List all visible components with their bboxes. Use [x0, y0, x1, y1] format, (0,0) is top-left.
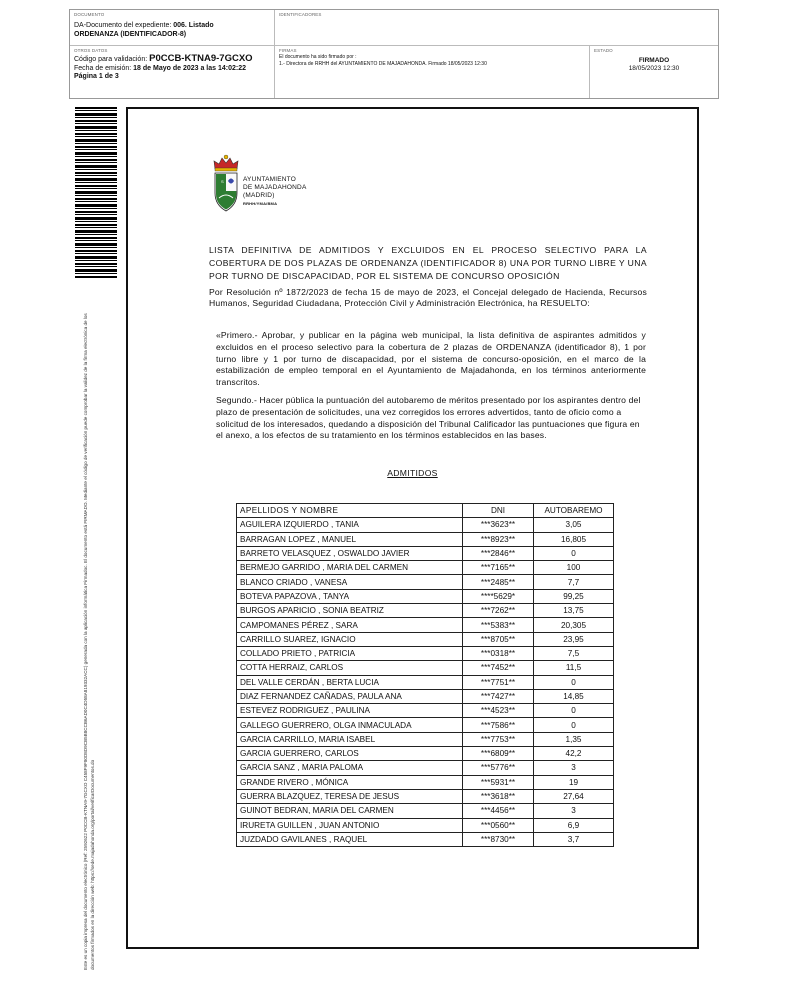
cell-dni: ***5776** [463, 761, 534, 775]
svg-text:S: S [221, 179, 224, 184]
firmas-label: FIRMAS [279, 48, 297, 53]
cell-autobaremo: 0 [534, 704, 614, 718]
reference-code: RRHH/YMA/BMA [243, 201, 278, 206]
cell-nombre: DEL VALLE CERDÁN , BERTA LUCIA [237, 675, 463, 689]
segundo-paragraph: Segundo.- Hacer pública la puntuación del autobaremo de méritos presentado por los aspirantes dentro del plazo de presentación de solicitudes, una vez corregidos los errores advertidos, tanto de oficio como a solicitud de los interesados, quedando a disposición del Tribunal Calificador las puntuaciones que figura en el anexo, a los efectos de su tratamiento en los términos establecidos en las bases. [216, 395, 641, 441]
cell-autobaremo: 27,64 [534, 789, 614, 803]
primero-paragraph: «Primero.- Aprobar, y publicar en la página web municipal, la lista definitiva de aspirantes admitidos y excluidos en el proceso selectivo para la cobertura de 2 plazas de ORDENANZA (identificador 8), 1 por turno libre y 1 por turno de discapacidad, por el sistema de concurso-oposición, en el marco de la estabilización de empleo temporal en el Ayuntamiento de Majadahonda, en los términos anteriormente transcritos. [216, 330, 646, 388]
estado-cell [590, 46, 718, 98]
cell-nombre: BOTEVA PAPAZOVA , TANYA [237, 589, 463, 603]
cell-nombre: IRURETA GUILLEN , JUAN ANTONIO [237, 818, 463, 832]
fecha-emision: Fecha de emisión: 18 de Mayo de 2023 a las 14:02:22 [74, 64, 247, 72]
cell-dni: ***3623** [463, 518, 534, 532]
cell-autobaremo: 0 [534, 718, 614, 732]
cell-autobaremo: 14,85 [534, 689, 614, 703]
table-row [237, 818, 614, 832]
cell-dni: ***0318** [463, 646, 534, 660]
cell-dni: ***7452** [463, 661, 534, 675]
coat-of-arms-icon [210, 153, 242, 215]
otros-datos-label: OTROS DATOS [74, 48, 108, 53]
cell-nombre: GUERRA BLAZQUEZ, TERESA DE JESUS [237, 789, 463, 803]
table-row [237, 704, 614, 718]
institution-name: AYUNTAMIENTO DE MAJADAHONDA (MADRID) RRHH/YMA/BMA [243, 176, 307, 206]
cell-dni: ***8730** [463, 832, 534, 846]
cell-dni: ***6809** [463, 747, 534, 761]
cell-dni: ***7753** [463, 732, 534, 746]
estado-label: ESTADO [594, 48, 613, 53]
cell-dni: ***0560** [463, 818, 534, 832]
table-row [237, 747, 614, 761]
otros-datos-cell [70, 46, 275, 98]
table-row [237, 789, 614, 803]
cell-autobaremo: 42,2 [534, 747, 614, 761]
table-row [237, 732, 614, 746]
documento-cell [70, 10, 275, 46]
cell-dni: ***8923** [463, 532, 534, 546]
documento-text: DA-Documento del expediente: 006. Listado ORDENANZA (IDENTIFICADOR-8) [74, 22, 214, 38]
cell-dni: ***7427** [463, 689, 534, 703]
cell-nombre: GARCIA CARRILLO, MARIA ISABEL [237, 732, 463, 746]
cell-dni: ***7262** [463, 604, 534, 618]
table-row [237, 532, 614, 546]
cell-autobaremo: 99,25 [534, 589, 614, 603]
cell-autobaremo: 23,95 [534, 632, 614, 646]
table-row [237, 604, 614, 618]
cell-dni: ***5383** [463, 618, 534, 632]
cell-dni: ***3618** [463, 789, 534, 803]
cell-dni: ***2846** [463, 546, 534, 560]
cell-autobaremo: 3,05 [534, 518, 614, 532]
resolution-paragraph: Por Resolución nº 1872/2023 de fecha 15 de mayo de 2023, el Concejal delegado de Hacienda, Recursos Humanos, Seguridad Ciudadana, Protección Civil y Administración Electrónica, ha RESUELTO: [209, 287, 647, 308]
cell-nombre: GRANDE RIVERO , MÓNICA [237, 775, 463, 789]
document-page [126, 107, 699, 949]
cell-nombre: BARRETO VELASQUEZ , OSWALDO JAVIER [237, 546, 463, 560]
cell-nombre: ESTEVEZ RODRIGUEZ , PAULINA [237, 704, 463, 718]
table-row [237, 518, 614, 532]
document-header [69, 9, 719, 99]
cell-nombre: COTTA HERRAIZ, CARLOS [237, 661, 463, 675]
table-row [237, 618, 614, 632]
cell-dni: ***7586** [463, 718, 534, 732]
cell-autobaremo: 11,5 [534, 661, 614, 675]
cell-dni: ****5629* [463, 589, 534, 603]
table-row [237, 832, 614, 846]
cell-autobaremo: 16,805 [534, 532, 614, 546]
cell-nombre: BLANCO CRIADO , VANESA [237, 575, 463, 589]
header-autobaremo: AUTOBAREMO [534, 504, 614, 518]
cell-dni: ***2485** [463, 575, 534, 589]
identificadores-label: IDENTIFICADORES [279, 12, 322, 17]
cell-autobaremo: 7,7 [534, 575, 614, 589]
cell-autobaremo: 0 [534, 675, 614, 689]
table-row [237, 589, 614, 603]
cell-nombre: CAMPOMANES PÉREZ , SARA [237, 618, 463, 632]
cell-dni: ***8705** [463, 632, 534, 646]
table-row [237, 689, 614, 703]
identificadores-cell [275, 10, 718, 46]
cell-dni: ***5931** [463, 775, 534, 789]
table-row [237, 804, 614, 818]
table-row [237, 561, 614, 575]
cell-autobaremo: 3 [534, 804, 614, 818]
firmas-line2: 1.- Directora de RRHH del AYUNTAMIENTO DE MAJADAHONDA. Firmado 18/05/2023 12:30 [279, 61, 487, 67]
cell-dni: ***7165** [463, 561, 534, 575]
table-row [237, 632, 614, 646]
admitidos-table [236, 503, 614, 847]
cell-nombre: BARRAGAN LOPEZ , MANUEL [237, 532, 463, 546]
estado-value: FIRMADO 18/05/2023 12:30 [628, 57, 680, 72]
table-row [237, 761, 614, 775]
cell-autobaremo: 20,305 [534, 618, 614, 632]
documento-label: DOCUMENTO [74, 12, 105, 17]
cell-nombre: COLLADO PRIETO , PATRICIA [237, 646, 463, 660]
firmas-line1: El documento ha sido firmado por : [279, 54, 357, 60]
cell-autobaremo: 13,75 [534, 604, 614, 618]
pagina-indicator: Página 1 de 3 [74, 73, 119, 80]
cell-nombre: CARRILLO SUAREZ, IGNACIO [237, 632, 463, 646]
cell-autobaremo: 19 [534, 775, 614, 789]
cell-autobaremo: 3 [534, 761, 614, 775]
cell-dni: ***4456** [463, 804, 534, 818]
cell-nombre: AGUILERA IZQUIERDO , TANIA [237, 518, 463, 532]
table-row [237, 661, 614, 675]
table-header-row [237, 504, 614, 518]
table-row [237, 546, 614, 560]
table-row [237, 775, 614, 789]
table-row [237, 718, 614, 732]
cell-nombre: DIAZ FERNANDEZ CAÑADAS, PAULA ANA [237, 689, 463, 703]
codigo-validacion: Código para validación: P0CCB-KTNA9-7GCXO [74, 53, 253, 64]
cell-nombre: BERMEJO GARRIDO , MARIA DEL CARMEN [237, 561, 463, 575]
table-row [237, 646, 614, 660]
cell-nombre: GALLEGO GUERRERO, OLGA INMACULADA [237, 718, 463, 732]
cell-nombre: GARCIA SANZ , MARIA PALOMA [237, 761, 463, 775]
cell-autobaremo: 6,9 [534, 818, 614, 832]
table-row [237, 575, 614, 589]
header-dni: DNI [463, 504, 534, 518]
cell-autobaremo: 100 [534, 561, 614, 575]
cell-nombre: GARCIA GUERRERO, CARLOS [237, 747, 463, 761]
cell-nombre: GUINOT BEDRAN, MARIA DEL CARMEN [237, 804, 463, 818]
cell-dni: ***7751** [463, 675, 534, 689]
firmas-cell [275, 46, 590, 98]
cell-dni: ***4523** [463, 704, 534, 718]
cell-autobaremo: 7,5 [534, 646, 614, 660]
cell-nombre: JUZDADO GAVILANES , RAQUEL [237, 832, 463, 846]
header-apellidos: APELLIDOS Y NOMBRE [237, 504, 463, 518]
cell-autobaremo: 3,7 [534, 832, 614, 846]
barcode-image [75, 107, 117, 279]
document-title: LISTA DEFINITIVA DE ADMITIDOS Y EXCLUIDOS EN EL PROCESO SELECTIVO PARA LA COBERTURA DE DOS PLAZAS DE ORDENANZA (IDENTIFICADOR 8) UNA POR TURNO LIBRE Y UNA POR TURNO DE DISCAPACIDAD, POR EL SISTEMA DE CONCURSO OPOSICIÓN [209, 245, 647, 281]
admitidos-heading: ADMITIDOS [387, 468, 438, 478]
verification-side-text: Este es un copia impresa del documento electrónico (Ref: 2592622 P0CCB-KTNA9-7GCXO C458F9F80D8D9CB5B8CCB6AD0C4D58A819332ACC) generada con la aplicación informática Firmadoc. El documento está FIRMADO. Mediante el código de verificación puede comprobar la validez de la firma electrónica de los documentos firmados en la dirección web: https://sede.majadahonda.org/portal/verificarDocumentos.do [83, 313, 95, 970]
table-row [237, 675, 614, 689]
cell-autobaremo: 0 [534, 546, 614, 560]
cell-nombre: BURGOS APARICIO , SONIA BEATRIZ [237, 604, 463, 618]
cell-autobaremo: 1,35 [534, 732, 614, 746]
